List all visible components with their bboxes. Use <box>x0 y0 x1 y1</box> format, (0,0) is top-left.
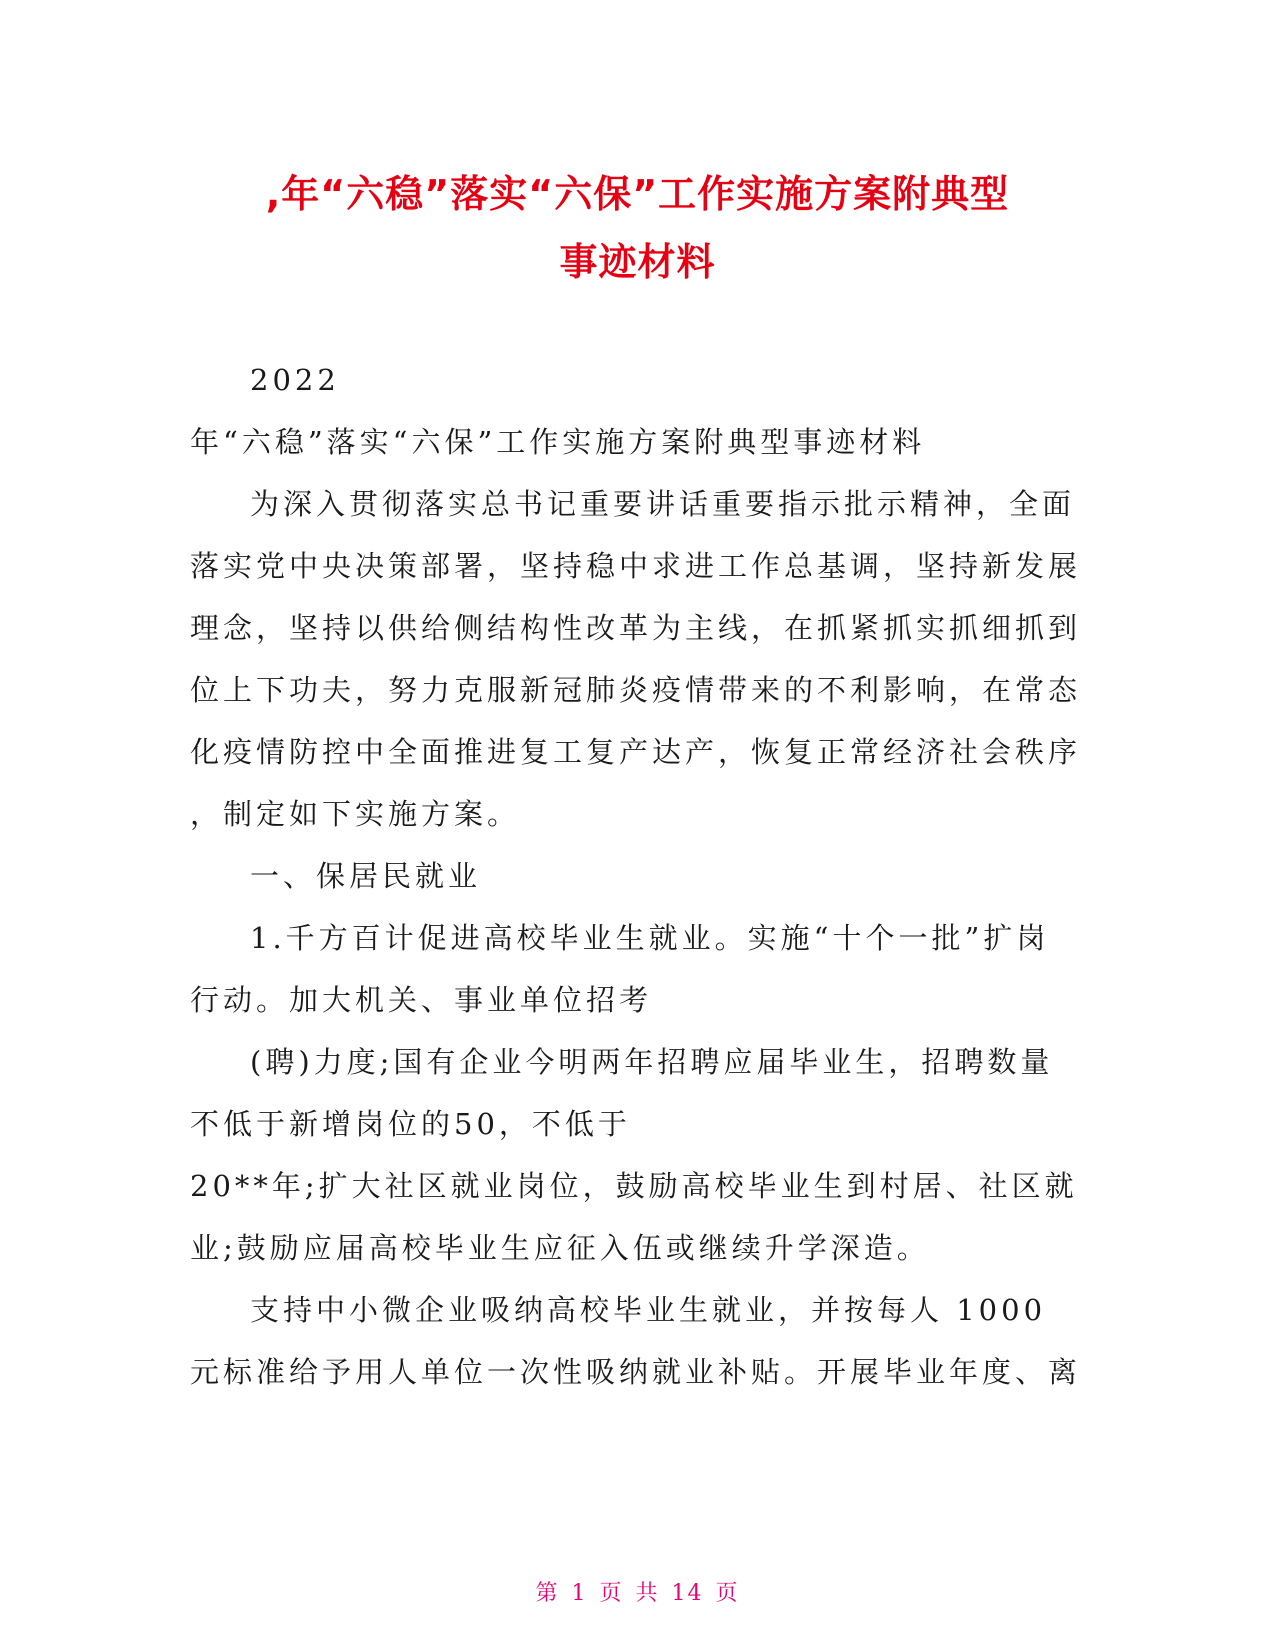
footer-page-word: 页 <box>599 1581 624 1606</box>
body-line: 年“六稳”落实“六保”工作实施方案附典型事迹材料 <box>190 425 926 459</box>
body-line: 位上下功夫，努力克服新冠肺炎疫情带来的不利影响，在常态 <box>190 673 1082 707</box>
footer-suffix: 页 <box>715 1581 740 1606</box>
body-line: 理念，坚持以供给侧结构性改革为主线，在抓紧抓实抓细抓到 <box>190 611 1082 645</box>
body-line: 1.千方百计促进高校毕业生就业。实施“十个一批”扩岗 <box>250 921 1050 955</box>
body-line: ，制定如下实施方案。 <box>190 797 521 831</box>
body-line: 化疫情防控中全面推进复工复产达产，恢复正常经济社会秩序 <box>190 735 1082 769</box>
page-footer <box>0 1576 1275 1607</box>
body-line: 20**年;扩大社区就业岗位，鼓励高校毕业生到村居、社区就 <box>190 1169 1078 1203</box>
footer-total-word: 共 <box>635 1581 660 1606</box>
body-line: 元标准给予用人单位一次性吸纳就业补贴。开展毕业年度、离 <box>190 1355 1082 1389</box>
body-line: 支持中小微企业吸纳高校毕业生就业，并按每人 1000 <box>250 1293 1047 1327</box>
title-line-1: ,年“六稳”落实“六保”工作实施方案附典型 <box>265 172 1010 216</box>
body-line: 为深入贯彻落实总书记重要讲话重要指示批示精神，全面 <box>250 487 1076 521</box>
footer-current-page: 1 <box>571 1581 588 1606</box>
body-line: 2022 <box>250 363 340 397</box>
section-heading: 一、保居民就业 <box>250 859 482 893</box>
body-line: 业;鼓励应届高校毕业生应征入伍或继续升学深造。 <box>190 1231 930 1265</box>
body-line: 不低于新增岗位的50，不低于 <box>190 1107 631 1141</box>
body-line: 行动。加大机关、事业单位招考 <box>190 983 653 1017</box>
footer-prefix: 第 <box>535 1581 560 1606</box>
body-line: 落实党中央决策部署，坚持稳中求进工作总基调，坚持新发展 <box>190 549 1082 583</box>
document-title <box>150 160 1125 296</box>
title-line-2: 事迹材料 <box>559 240 716 284</box>
footer-total-pages: 14 <box>671 1581 704 1606</box>
body-line: (聘)力度;国有企业今明两年招聘应届毕业生，招聘数量 <box>250 1045 1054 1079</box>
